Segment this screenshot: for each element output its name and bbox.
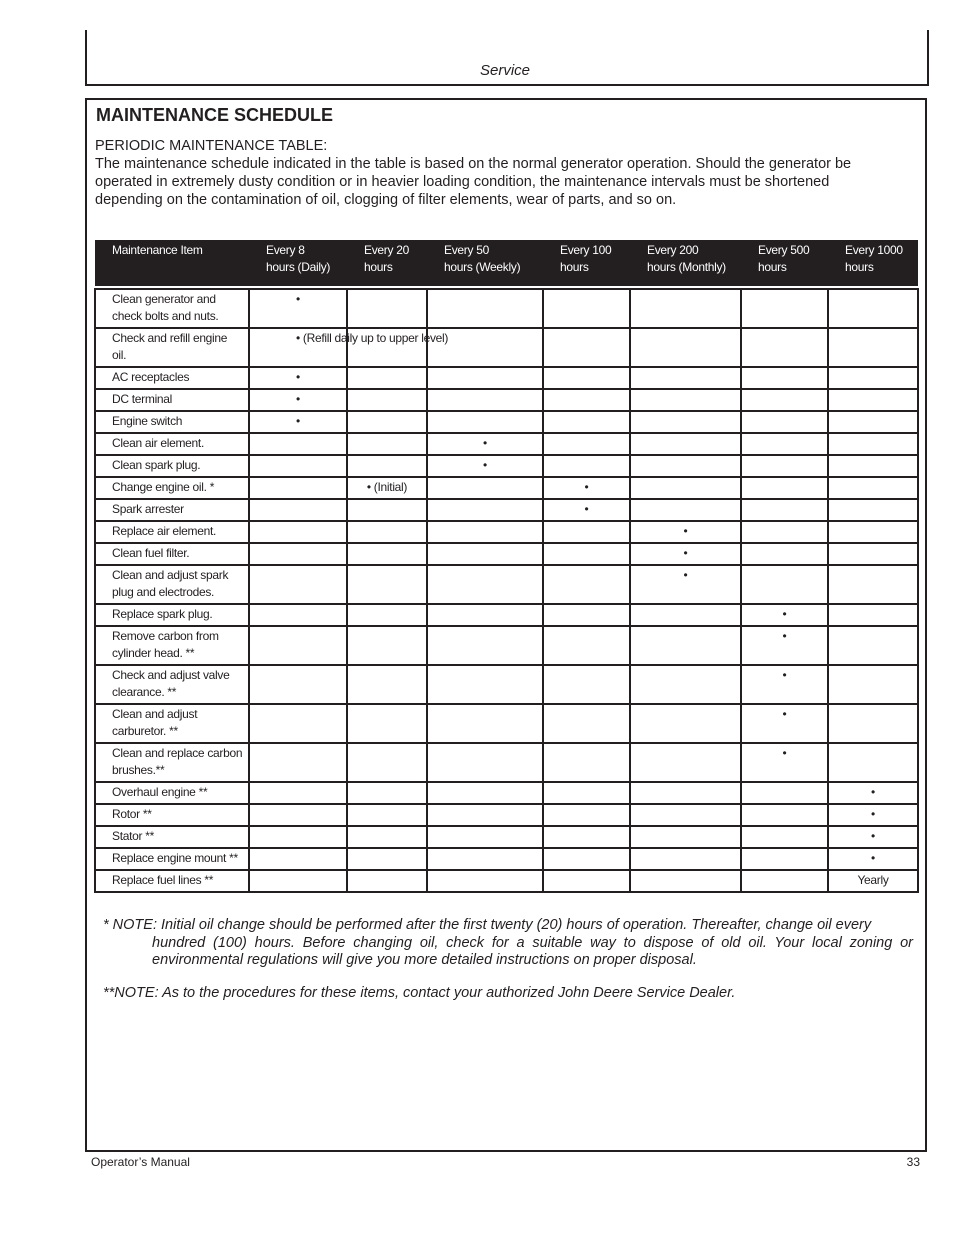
page-title: MAINTENANCE SCHEDULE (96, 105, 334, 125)
interval-cell (427, 565, 543, 604)
interval-cell (741, 328, 828, 367)
interval-cell (630, 289, 741, 328)
table-row (95, 521, 918, 543)
interval-cell (249, 521, 347, 543)
interval-cell (347, 543, 427, 565)
table-row (95, 289, 918, 328)
table-row (95, 543, 918, 565)
interval-cell (543, 804, 630, 826)
interval-cell (347, 455, 427, 477)
interval-cell (543, 289, 630, 328)
interval-cell (347, 848, 427, 870)
interval-cell (828, 411, 918, 433)
interval-cell (741, 289, 828, 328)
table-row (95, 626, 918, 665)
interval-cell (741, 565, 828, 604)
interval-cell (249, 543, 347, 565)
column-header-line: Every 100 (560, 243, 612, 257)
maintenance-item: Change engine oil. * (95, 477, 249, 499)
table-row (95, 604, 918, 626)
interval-cell (543, 782, 630, 804)
interval-cell: • (741, 743, 828, 782)
interval-cell: • (828, 826, 918, 848)
column-header-interval (741, 240, 828, 286)
interval-cell (347, 870, 427, 892)
table-row (95, 455, 918, 477)
column-header-line: hours (758, 260, 787, 274)
interval-cell (347, 411, 427, 433)
maintenance-item: Replace engine mount ** (95, 848, 249, 870)
table-row (95, 433, 918, 455)
interval-cell (828, 521, 918, 543)
interval-cell (543, 455, 630, 477)
maintenance-item: Clean and adjust spark plug and electrodes. (95, 565, 249, 604)
interval-cell (427, 604, 543, 626)
maintenance-item: Remove carbon from cylinder head. ** (95, 626, 249, 665)
interval-cell (249, 433, 347, 455)
interval-cell (543, 411, 630, 433)
interval-cell (828, 565, 918, 604)
interval-cell (828, 433, 918, 455)
interval-cell: • (828, 804, 918, 826)
table-subtitle: PERIODIC MAINTENANCE TABLE: (95, 138, 328, 154)
interval-cell (828, 389, 918, 411)
interval-cell (427, 499, 543, 521)
table-row (95, 389, 918, 411)
interval-cell: • (249, 289, 347, 328)
maintenance-item: Stator ** (95, 826, 249, 848)
oil-change-note-rest: hundred (100) hours. Before changing oil, check for a suitable way to dispose of old oil. Your local zoning or environmental regulations will give you more detailed instructions on proper disposal. (152, 934, 913, 968)
maintenance-item: Replace air element. (95, 521, 249, 543)
interval-cell (828, 626, 918, 665)
maintenance-item: Clean air element. (95, 433, 249, 455)
interval-cell (249, 604, 347, 626)
interval-cell (347, 743, 427, 782)
interval-cell (543, 565, 630, 604)
table-row (95, 565, 918, 604)
column-header-line: hours (Weekly) (444, 260, 521, 274)
interval-cell (630, 389, 741, 411)
interval-cell (828, 743, 918, 782)
table-row (95, 367, 918, 389)
interval-cell (427, 782, 543, 804)
interval-cell (427, 743, 543, 782)
page-number: 33 (906, 1155, 920, 1169)
table-row (95, 804, 918, 826)
interval-cell: • (543, 499, 630, 521)
interval-cell (249, 477, 347, 499)
interval-cell: • (828, 848, 918, 870)
maintenance-item: Spark arrester (95, 499, 249, 521)
interval-cell (741, 411, 828, 433)
interval-cell (249, 848, 347, 870)
interval-cell (249, 626, 347, 665)
interval-cell (427, 804, 543, 826)
interval-cell (828, 328, 918, 367)
interval-cell (741, 543, 828, 565)
interval-cell (543, 704, 630, 743)
maintenance-item: Overhaul engine ** (95, 782, 249, 804)
interval-cell (543, 521, 630, 543)
maintenance-item: AC receptacles (95, 367, 249, 389)
interval-cell (347, 433, 427, 455)
interval-cell (828, 289, 918, 328)
interval-cell: • (741, 604, 828, 626)
interval-cell (347, 804, 427, 826)
interval-cell: • (630, 565, 741, 604)
interval-cell (543, 665, 630, 704)
interval-cell (630, 804, 741, 826)
interval-cell: • (427, 433, 543, 455)
dealer-note: **NOTE: As to the procedures for these items, contact your authorized John Deere Service Dealer. (103, 985, 736, 1001)
interval-cell (741, 433, 828, 455)
interval-cell (543, 367, 630, 389)
column-header-line: hours (Monthly) (647, 260, 726, 274)
interval-cell (427, 870, 543, 892)
interval-cell (347, 499, 427, 521)
interval-cell (630, 433, 741, 455)
maintenance-table (94, 240, 919, 893)
interval-cell (427, 665, 543, 704)
interval-cell (630, 367, 741, 389)
interval-cell (741, 367, 828, 389)
interval-cell (828, 367, 918, 389)
table-row (95, 782, 918, 804)
interval-cell (828, 604, 918, 626)
interval-cell (543, 743, 630, 782)
interval-cell: • (741, 665, 828, 704)
column-header-line: Every 1000 (845, 243, 903, 257)
table-row (95, 743, 918, 782)
interval-cell (741, 477, 828, 499)
maintenance-item: Clean and adjust carburetor. ** (95, 704, 249, 743)
interval-cell (543, 604, 630, 626)
column-header-line: Every 50 (444, 243, 489, 257)
interval-cell (630, 499, 741, 521)
interval-cell (741, 499, 828, 521)
column-header-interval (543, 240, 630, 286)
interval-cell (741, 804, 828, 826)
table-row (95, 328, 918, 367)
interval-cell (630, 826, 741, 848)
interval-cell (347, 389, 427, 411)
interval-cell (741, 870, 828, 892)
interval-cell: • (Initial) (347, 477, 427, 499)
interval-cell (427, 521, 543, 543)
oil-change-note-lead: * NOTE: Initial oil change should be performed after the first twenty (20) hours of operation. Thereafter, change oil every (103, 917, 872, 933)
interval-cell (828, 455, 918, 477)
interval-cell (249, 804, 347, 826)
maintenance-item: Replace fuel lines ** (95, 870, 249, 892)
table-row (95, 870, 918, 892)
maintenance-item: Clean generator and check bolts and nuts. (95, 289, 249, 328)
table-row (95, 665, 918, 704)
interval-cell (249, 565, 347, 604)
column-header-line: hours (845, 260, 874, 274)
interval-cell (630, 665, 741, 704)
interval-cell (347, 604, 427, 626)
interval-cell (427, 477, 543, 499)
footer-divider (85, 1150, 925, 1151)
column-header-line: hours (560, 260, 589, 274)
interval-cell (249, 704, 347, 743)
column-header-interval (347, 240, 427, 286)
column-header-line: Every 200 (647, 243, 699, 257)
column-header-interval (249, 240, 347, 286)
interval-cell: • (741, 704, 828, 743)
interval-cell (543, 826, 630, 848)
interval-cell (249, 499, 347, 521)
column-header-line: Every 20 (364, 243, 409, 257)
column-header-line: Maintenance Item (112, 243, 203, 257)
maintenance-item: Rotor ** (95, 804, 249, 826)
maintenance-item: DC terminal (95, 389, 249, 411)
interval-cell: • (741, 626, 828, 665)
interval-cell (347, 367, 427, 389)
interval-cell: • (249, 367, 347, 389)
interval-cell (347, 521, 427, 543)
interval-cell (347, 565, 427, 604)
interval-cell (543, 389, 630, 411)
table-row (95, 848, 918, 870)
interval-cell (630, 704, 741, 743)
table-row (95, 411, 918, 433)
maintenance-item: Replace spark plug. (95, 604, 249, 626)
interval-cell (543, 433, 630, 455)
interval-cell (249, 826, 347, 848)
table-row (95, 477, 918, 499)
column-header-line: Every 500 (758, 243, 810, 257)
interval-cell (427, 367, 543, 389)
interval-cell (249, 455, 347, 477)
table-row (95, 826, 918, 848)
interval-cell (741, 782, 828, 804)
interval-cell (543, 328, 630, 367)
column-header-item (95, 240, 249, 286)
interval-cell (630, 411, 741, 433)
interval-cell (543, 870, 630, 892)
maintenance-item: Engine switch (95, 411, 249, 433)
column-header-line: hours (Daily) (266, 260, 331, 274)
interval-cell (347, 826, 427, 848)
interval-cell (347, 704, 427, 743)
interval-cell (741, 455, 828, 477)
interval-cell (543, 626, 630, 665)
interval-cell (543, 848, 630, 870)
interval-cell (427, 289, 543, 328)
interval-cell (630, 477, 741, 499)
interval-cell (427, 543, 543, 565)
interval-cell (427, 848, 543, 870)
interval-cell (249, 743, 347, 782)
column-header-interval (427, 240, 543, 286)
interval-cell (630, 870, 741, 892)
maintenance-item: Check and adjust valve clearance. ** (95, 665, 249, 704)
interval-cell: • (630, 521, 741, 543)
table-row (95, 499, 918, 521)
interval-cell (347, 289, 427, 328)
intro-paragraph: The maintenance schedule indicated in the table is based on the normal generator operation. Should the generator be operated in extremely dusty condition or in heavier loading condition, the maintenance intervals must be shortened depending on the contamination of oil, clogging of filter elements, wear of parts, and so on. (95, 156, 852, 208)
interval-cell (427, 411, 543, 433)
interval-cell (828, 543, 918, 565)
column-header-line: hours (364, 260, 393, 274)
maintenance-item: Clean fuel filter. (95, 543, 249, 565)
interval-cell (630, 328, 741, 367)
interval-cell (828, 665, 918, 704)
interval-cell: • (630, 543, 741, 565)
interval-cell: • (Refill daily up to upper level) (249, 328, 347, 367)
interval-cell (427, 704, 543, 743)
column-header-interval (630, 240, 741, 286)
column-header-line: Every 8 (266, 243, 305, 257)
column-header-interval (828, 240, 918, 286)
interval-cell: • (427, 455, 543, 477)
interval-cell (249, 665, 347, 704)
interval-cell (741, 521, 828, 543)
interval-cell (427, 389, 543, 411)
interval-cell: • (543, 477, 630, 499)
interval-cell (347, 626, 427, 665)
interval-cell (630, 604, 741, 626)
section-name: Service (479, 62, 531, 79)
interval-cell (249, 870, 347, 892)
maintenance-item: Clean spark plug. (95, 455, 249, 477)
interval-cell: • (249, 389, 347, 411)
interval-cell: • (828, 782, 918, 804)
maintenance-item: Check and refill engine oil. (95, 328, 249, 367)
interval-cell (347, 665, 427, 704)
interval-cell (347, 782, 427, 804)
interval-cell (543, 543, 630, 565)
interval-cell (741, 848, 828, 870)
interval-cell (741, 826, 828, 848)
footer-manual-title: Operator’s Manual (91, 1155, 190, 1169)
interval-cell (249, 782, 347, 804)
interval-cell (630, 782, 741, 804)
interval-cell (828, 477, 918, 499)
table-row (95, 704, 918, 743)
maintenance-item: Clean and replace carbon brushes.** (95, 743, 249, 782)
interval-cell (630, 743, 741, 782)
interval-cell (741, 389, 828, 411)
interval-cell (828, 499, 918, 521)
interval-cell (630, 455, 741, 477)
interval-cell (630, 626, 741, 665)
interval-cell (630, 848, 741, 870)
interval-cell (427, 826, 543, 848)
interval-cell (427, 626, 543, 665)
interval-cell (828, 704, 918, 743)
interval-cell: Yearly (828, 870, 918, 892)
interval-cell: • (249, 411, 347, 433)
table-header-row (95, 240, 918, 286)
oil-change-note (103, 917, 913, 970)
